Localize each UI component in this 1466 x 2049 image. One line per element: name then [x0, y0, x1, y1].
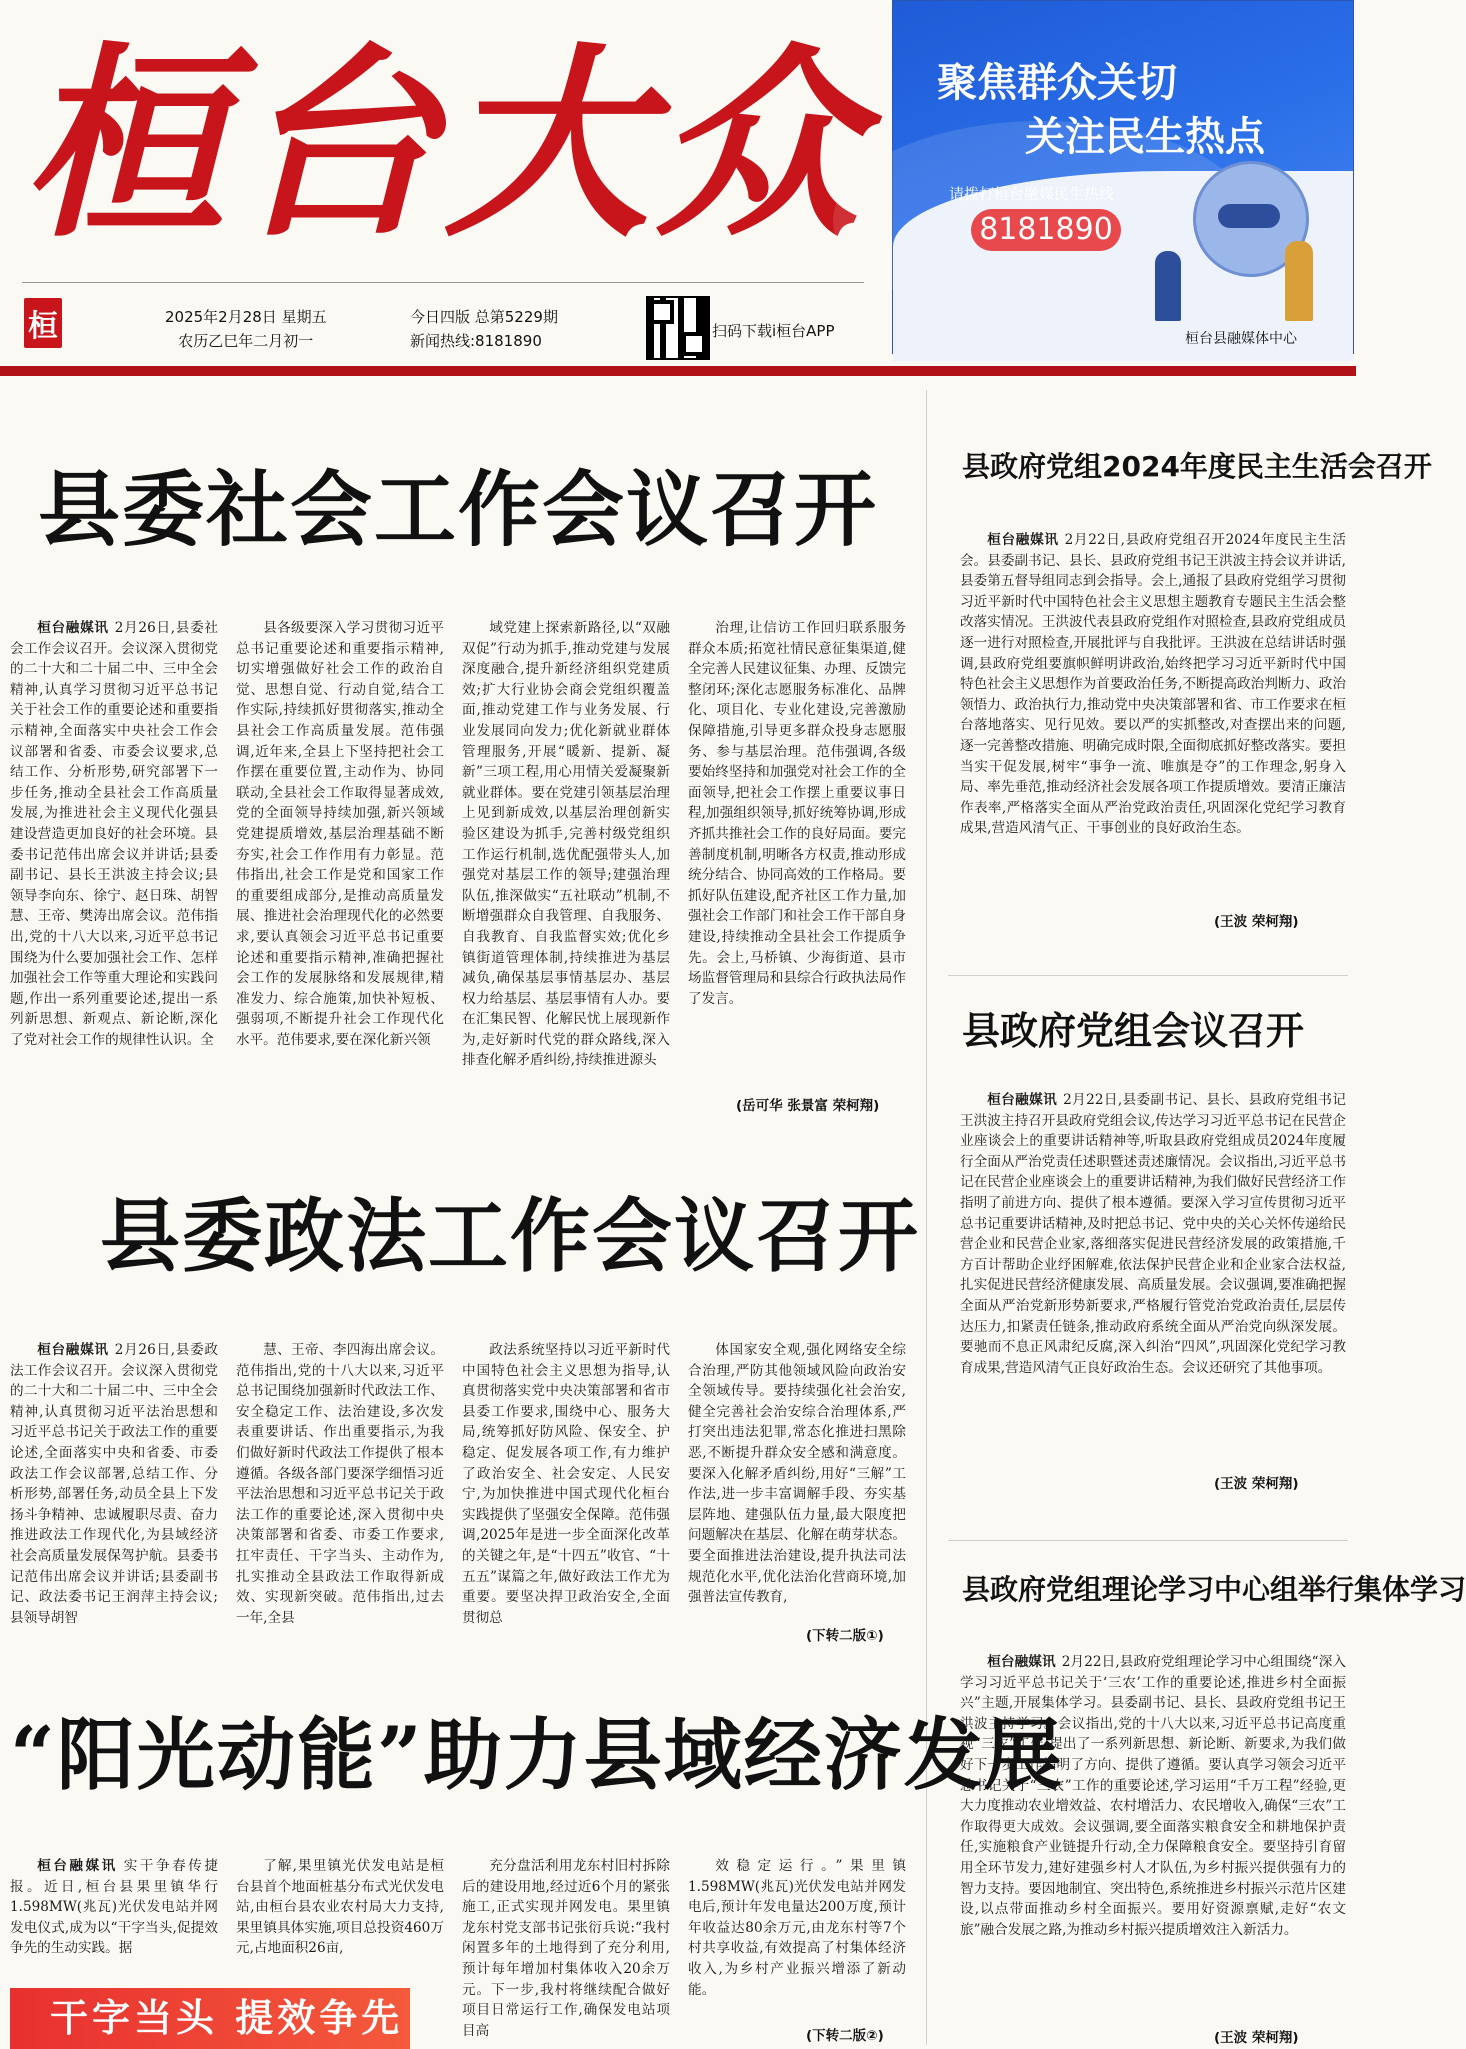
ad-headline-2: 关注民生热点	[1025, 114, 1265, 160]
section-divider	[948, 1540, 1348, 1541]
article-3-continued[interactable]: (下转二版②)	[806, 2028, 884, 2044]
article-3-column-2: 了解,果里镇光伏发电站是桓台县首个地面桩基分布式光伏发电站,由桓台县农业农村局大力支持,果里镇具体实施,项目总投资460万元,占地面积26亩,	[236, 1858, 444, 1957]
side-article-3-byline: (王波 荣柯翔)	[1214, 2030, 1299, 2046]
article-2-column-1: 桓台融媒讯 2月26日,县委政法工作会议召开。会议深入贯彻党的二十大和二十届二中、三中全会精神,认真贯彻习近平法治思想和习近平总书记关于政法工作的重要论述,全面落实中央和省委、市委政法工作会议部署,总结工作、分析形势,部署任务,动员全县上下发扬斗争精神、忠诚履职尽责、奋力推进政法工作现代化,为县域经济社会高质量发展保驾护航。县委书记范伟出席会议并讲话;县委副书记、政法委书记王润萍主持会议;县领导胡智	[10, 1342, 218, 1626]
side-article-3-dateline: 桓台融媒讯	[987, 1654, 1056, 1670]
article-2-column-4: 体国家安全观,强化网络安全综合治理,严防其他领域风险向政治安全领域传导。要持续强化社会治安,健全完善社会治安综合治理体系,严打突出违法犯罪,常态化推进扫黑除恶,不断提升群众安全感和满意度。要深入化解矛盾纠纷,用好“三解”工作法,进一步丰富调解手段、夯实基层阵地、建强队伍力量,最大限度把问题解决在基层、化解在萌芽状态。要全面推进法治建设,提升执法司法规范化水平,优化法治化营商环境,加强普法宣传教育,	[688, 1342, 906, 1606]
newspaper-title: 桓台大众	[22, 25, 866, 265]
date-block	[165, 305, 327, 353]
lunar-date: 农历乙巳年二月初一	[178, 332, 314, 350]
masthead-bar	[0, 366, 1356, 376]
side-article-1-headline[interactable]: 县政府党组2024年度民主生活会召开	[962, 450, 1432, 483]
side-article-1-dateline: 桓台融媒讯	[987, 532, 1059, 548]
side-article-1-body: 桓台融媒讯 2月22日,县政府党组召开2024年度民主生活会。县委副书记、县长、县政府党组书记王洪波主持会议并讲话,县委第五督导组同志到会指导。会上,通报了县政府党组学习贯彻习近平新时代中国特色社会主义思想主题教育专题民主生活会整改落实情况。王洪波代表县政府党组作对照检查,县政府党组成员逐一进行对照检查,开展批评与自我批评。王洪波在总结讲话时强调,县政府党组要旗帜鲜明讲政治,始终把学习习近平新时代中国特色社会主义思想作为首要政治任务,不断提高政治判断力、政治领悟力、政治执行力,推动党中央决策部署和省、市工作要求在桓台落地落实、见行见效。要以严的实抓整改,对查摆出来的问题,逐一完善整改措施、明确完成时限,全面彻底抓好整改落实。要担当实干促发展,树牢“事争一流、唯旗是夺”的工作理念,躬身入局、率先垂范,推动经济社会发展各项工作提质增效。要清正廉洁作表率,严格落实全面从严治党政治责任,巩固深化党纪学习教育成果,营造风清气正、干事创业的良好政治生态。	[960, 532, 1346, 837]
masthead	[0, 0, 1356, 380]
side-article-3-headline[interactable]: 县政府党组理论学习中心组举行集体学习	[962, 1573, 1466, 1606]
issue-date: 2025年2月28日 星期五	[165, 308, 327, 326]
qr-code-icon[interactable]	[646, 296, 710, 360]
article-2-column-2: 慧、王帝、李四海出席会议。范伟指出,党的十八大以来,习近平总书记围绕加强新时代政法工作、安全稳定工作、法治建设,多次发表重要讲话、作出重要指示,为我们做好新时代政法工作提供了根本遵循。各级各部门要深学细悟习近平法治思想和习近平总书记关于政法工作的重要论述,深入贯彻中央决策部署和省委、市委工作要求,扛牢责任、干字当头、主动作为,扎实推动全县政法工作取得新成效、实现新突破。范伟指出,过去一年,全县	[236, 1342, 444, 1626]
side-article-2-byline: (王波 荣柯翔)	[1214, 1476, 1299, 1492]
article-1-column-2: 县各级要深入学习贯彻习近平总书记重要论述和重要指示精神,切实增强做好社会工作的政治自觉、思想自觉、行动自觉,结合工作实际,持续抓好贯彻落实,推动全县社会工作高质量发展。范伟强调,近年来,全县上下坚持把社会工作摆在重要位置,主动作为、协同联动,全县社会工作取得显著成效,党的全面领导持续加强,新兴领域党建提质增效,基层治理基础不断夯实,社会工作作用有力彰显。范伟指出,社会工作是党和国家工作的重要组成部分,是推动高质量发展、推进社会治理现代化的必然要求,要认真领会习近平总书记重要论述和重要指示精神,准确把握社会工作的发展脉络和发展规律,精准发力、综合施策,加快补短板、强弱项,不断提升社会工作现代化水平。范伟要求,要在深化新兴领	[236, 620, 444, 1048]
article-1-byline: (岳可华 张景富 荣柯翔)	[736, 1098, 880, 1114]
side-article-2-headline[interactable]: 县政府党组会议召开	[962, 1009, 1305, 1053]
issue-number: 今日四版 总第5229期	[410, 308, 558, 326]
app-download-text: 扫码下载i桓台APP	[712, 322, 835, 340]
article-3-column-3: 充分盘活利用龙东村旧村拆除后的建设用地,经过近6个月的紧张施工,正式实现并网发电。果里镇龙东村党支部书记张衍兵说:“我村闲置多年的土地得到了充分利用,预计每年增加村集体收入20余万元。下一步,我村将继续配合做好项目日常运行工作,确保发电站项目高	[462, 1858, 670, 2039]
article-3-dateline: 桓台融媒讯	[37, 1858, 118, 1874]
slogan-banner: 干字当头 提效争先	[10, 1988, 410, 2049]
side-article-3-body: 桓台融媒讯 2月22日,县政府党组理论学习中心组围绕“深入学习习近平总书记关于‘三农’工作的重要论述,推进乡村全面振兴”主题,开展集体学习。县委副书记、县长、县政府党组书记王洪波主持学习。会议指出,党的十八大以来,习近平总书记高度重视“三农”工作,提出了一系列新思想、新论断、新要求,为我们做好下一步工作指明了方向、提供了遵循。要认真学习领会习近平总书记关于“三农”工作的重要论述,学习运用“千万工程”经验,更大力度推动农业增效益、农村增活力、农民增收入,确保“三农”工作取得更大成效。会议强调,要全面落实粮食安全和耕地保护责任,实施粮食产业链提升行动,全力保障粮食安全。要坚持引育留用全环节发力,建好建强乡村人才队伍,为乡村振兴提供强有力的智力支持。要因地制宜、突出特色,系统推进乡村振兴示范片区建设,以点带面推动乡村全面振兴。要用好资源禀赋,走好“农文旅”融合发展之路,为推动乡村振兴提质增效注入新活力。	[960, 1654, 1347, 1938]
article-1-column-3: 域党建上探索新路径,以“双融双促”行动为抓手,推动党建与发展深度融合,提升新经济组织党建质效;扩大行业协会商会党组织覆盖面,推动党建工作与业务发展、行业发展同向发力;优化新就业群体管理服务,开展“暖新、提新、凝新”三项工程,用心用情关爱凝聚新就业群体。要在党建引领基层治理上见到新成效,以基层治理创新实验区建设为抓手,完善村级党组织工作运行机制,选优配强带头人,加强党对基层工作的领导;建强治理队伍,推深做实“五社联动”机制,不断增强群众自我管理、自我服务、自我教育、自我监督实效;优化乡镇街道管理体制,持续推进为基层减负,确保基层事情基层办、基层权力给基层、基层事情有人办。要在汇集民智、化解民忧上展现新作为,走好新时代党的群众路线,深入排查化解矛盾纠纷,持续推进源头	[462, 620, 670, 1069]
side-article-2-dateline: 桓台融媒讯	[987, 1092, 1058, 1108]
article-2-column-3: 政法系统坚持以习近平新时代中国特色社会主义思想为指导,认真贯彻落实党中央决策部署和省市县委工作要求,围绕中心、服务大局,统筹抓好防风险、保安全、护稳定、促发展各项工作,有力维护了政治安全、社会安定、人民安宁,为加快推进中国式现代化桓台实践提供了坚强安全保障。范伟强调,2025年是进一步全面深化改革的关键之年,是“十四五”收官、“十五五”谋篇之年,做好政法工作尤为重要。要坚决捍卫政治安全,全面贯彻总	[462, 1342, 670, 1626]
article-2-dateline: 桓台融媒讯	[37, 1342, 109, 1358]
ad-hotline-number[interactable]: 8181890	[971, 209, 1121, 251]
article-3-headline[interactable]: “阳光动能”助力县域经济发展	[10, 1710, 1064, 1801]
article-1-column-1: 桓台融媒讯 2月26日,县委社会工作会议召开。会议深入贯彻党的二十大和二十届二中、三中全会精神,认真学习贯彻习近平总书记关于社会工作的重要论述和重要指示精神,全面落实中央社会工作会议部署和省委、市委会议要求,总结工作、分析形势,研究部署下一步任务,推动全县社会工作高质量发展,为推进社会主义现代化强县建设营造更加良好的社会环境。县委书记范伟出席会议并讲话;县委副书记、县长王洪波主持会议;县领导李向东、徐宁、赵日珠、胡智慧、王帝、樊涛出席会议。范伟指出,党的十八大以来,习近平总书记围绕为什么要加强社会工作、怎样加强社会工作等重大理论和实践问题,作出一系列重要论述,提出一系列新思想、新观点、新论断,深化了党对社会工作的规律性认识。全	[10, 620, 218, 1048]
issue-block	[410, 305, 558, 353]
ad-headline-1: 聚焦群众关切	[937, 60, 1177, 106]
person-figure-icon	[1285, 241, 1313, 321]
hotline-advertisement[interactable]	[892, 0, 1354, 354]
article-1-headline[interactable]: 县委社会工作会议召开	[38, 462, 879, 558]
section-divider	[948, 975, 1348, 976]
person-figure-icon	[1155, 251, 1181, 321]
side-article-2-body: 桓台融媒讯 2月22日,县委副书记、县长、县政府党组书记王洪波主持召开县政府党组会议,传达学习习近平总书记在民营企业座谈会上的重要讲话精神等,听取县政府党组成员2024年度履行全面从严治党责任述职暨述责述廉情况。会议指出,习近平总书记在民营企业座谈会上的重要讲话精神,为我们做好民营经济工作指明了前进方向、提供了根本遵循。要深入学习宣传贯彻习近平总书记重要讲话精神,及时把总书记、党中央的关心关怀传递给民营企业和民营企业家,落细落实促进民营经济发展的政策措施,千方百计帮助企业纾困解难,依法保护民营企业和企业家合法权益,扎实促进民营经济健康发展、高质量发展。会议强调,要准确把握全面从严治党新形势新要求,严格履行管党治党政治责任,层层传达压力,扣紧责任链条,推动政府系统全面从严治党向纵深发展。要驰而不息正风肃纪反腐,深入纠治“四风”,巩固深化党纪学习教育成果,营造风清气正良好政治生态。会议还研究了其他事项。	[960, 1092, 1346, 1376]
article-2-headline[interactable]: 县委政法工作会议召开	[100, 1189, 920, 1283]
newspaper-logo-icon: 桓	[24, 298, 62, 348]
ad-organization: 桓台县融媒体中心	[1185, 331, 1297, 347]
side-article-1-byline: (王波 荣柯翔)	[1214, 914, 1299, 930]
article-1-dateline: 桓台融媒讯	[37, 620, 109, 636]
article-3-column-4: 效稳定运行。”果里镇1.598MW(兆瓦)光伏发电站并网发电后,预计年发电量达200万度,预计年收益达80余万元,由龙东村等7个村共享收益,有效提高了村集体经济收入,为乡村产业振兴增添了新动能。	[688, 1858, 906, 1998]
masthead-rule	[22, 282, 864, 283]
article-3-column-1: 桓台融媒讯 实干争春传捷报。近日,桓台县果里镇华行1.598MW(兆瓦)光伏发电站并网发电仪式,成为以“干字当头,促提效争先的生动实践。据	[10, 1858, 218, 1957]
article-1-column-4: 治理,让信访工作回归联系服务群众本质;拓宽社情民意征集渠道,健全完善人民建议征集、办理、反馈完整闭环;深化志愿服务标准化、品牌化、项目化、专业化建设,完善激励保障措施,引导更多群众投身志愿服务、参与基层治理。范伟强调,各级要始终坚持和加强党对社会工作的全面领导,把社会工作摆上重要议事日程,加强组织领导,抓好统筹协调,形成齐抓共推社会工作的良好局面。要完善制度机制,明晰各方权责,推动形成统分结合、协同高效的工作格局。要抓好队伍建设,配齐社区工作力量,加强社会工作部门和社会工作干部自身建设,持续推动全县社会工作提质争先。会上,马桥镇、少海街道、县市场监督管理局和县综合行政执法局作了发言。	[688, 620, 906, 1007]
article-2-continued[interactable]: (下转二版①)	[806, 1628, 884, 1644]
ad-subtitle: 请拨打桓台融媒民生热线	[949, 185, 1115, 203]
news-hotline: 新闻热线:8181890	[410, 332, 542, 350]
